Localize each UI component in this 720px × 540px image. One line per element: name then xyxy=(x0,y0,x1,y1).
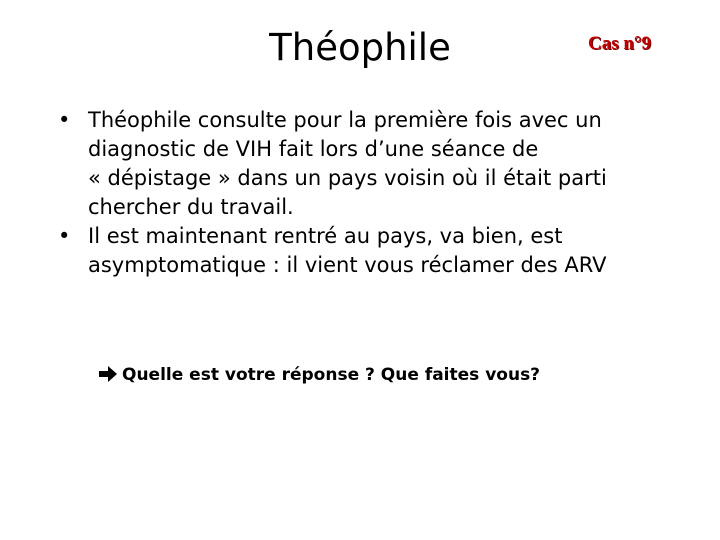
bullet-line: Théophile consulte pour la première fois avec un xyxy=(88,108,602,132)
bullet-line: chercher du travail. xyxy=(88,195,294,219)
question-line xyxy=(98,362,540,391)
question-text: Quelle est votre réponse ? Que faites vous? xyxy=(122,365,541,385)
bullet-icon: • xyxy=(58,224,71,248)
bullet-line: Il est maintenant rentré au pays, va bien, est xyxy=(88,224,563,248)
bullet-line: diagnostic de VIH fait lors d’une séance de xyxy=(88,137,539,161)
bullet-line: asymptomatique : il vient vous réclamer des ARV xyxy=(88,253,607,277)
bullet-icon: • xyxy=(58,108,71,132)
bullet-line: « dépistage » dans un pays voisin où il était parti xyxy=(88,166,607,190)
slide-title: Théophile xyxy=(269,26,451,69)
bullet-list xyxy=(56,106,676,280)
right-arrow-icon xyxy=(98,365,118,391)
case-number-tag: Cas n°9 xyxy=(588,33,652,54)
bullet-item xyxy=(56,106,676,222)
bullet-item xyxy=(56,222,676,280)
